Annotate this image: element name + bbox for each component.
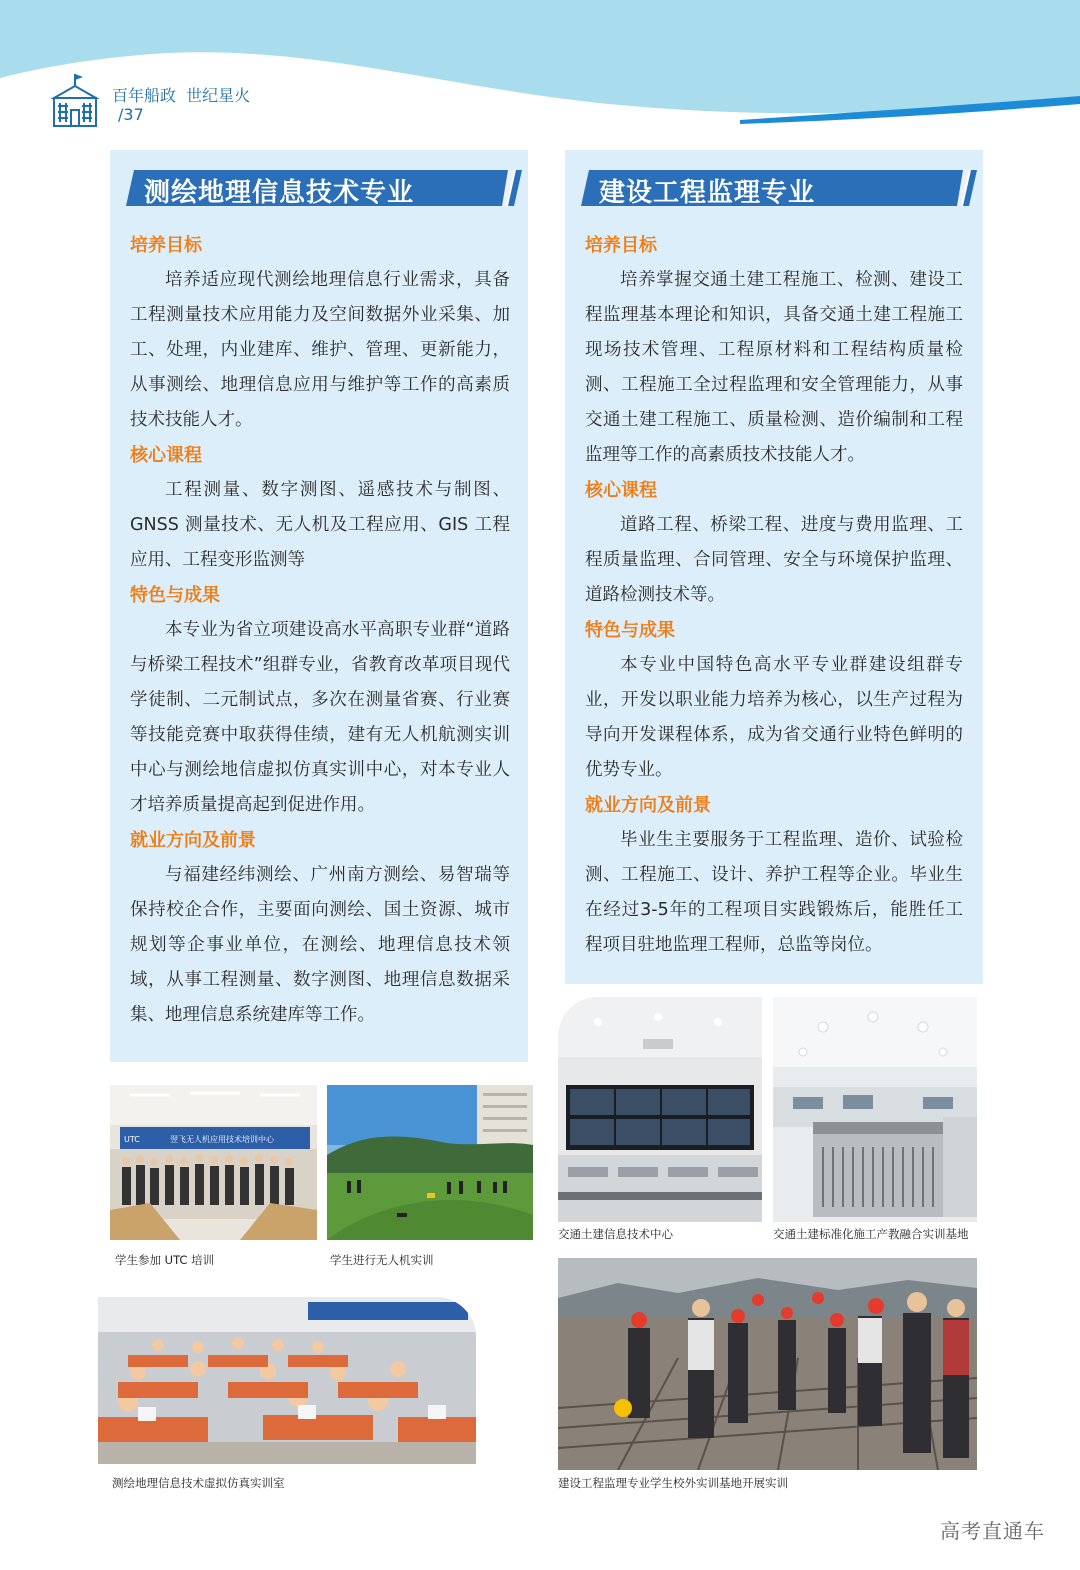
section-title-banner — [122, 168, 512, 208]
caption-standard-base: 交通土建标准化施工产教融合实训基地 — [773, 1227, 969, 1241]
heading-training-goal: 培养目标 — [130, 235, 202, 256]
utc-logo-text: UTC — [124, 1135, 140, 1144]
caption-field-training: 建设工程监理专业学生校外实训基地开展实训 — [558, 1476, 788, 1490]
heading-employment: 就业方向及前景 — [130, 830, 256, 851]
heading-employment: 就业方向及前景 — [585, 795, 711, 816]
photo-virtual-lab — [98, 1297, 476, 1464]
section-title: 建设工程监理专业 — [599, 178, 816, 208]
caption-virtual-lab: 测绘地理信息技术虚拟仿真实训室 — [112, 1476, 285, 1490]
caption-info-center: 交通土建信息技术中心 — [558, 1227, 673, 1241]
heading-core-courses: 核心课程 — [585, 480, 657, 501]
header-wave-decoration — [0, 0, 1080, 140]
section-body — [585, 228, 963, 963]
photo-utc-training — [110, 1085, 317, 1240]
photo-drone-practice — [327, 1085, 533, 1240]
watermark-text: 高考直通车 — [940, 1519, 1045, 1543]
text-training-goal: 培养适应现代测绘地理信息行业需求，具备工程测量技术应用能力及空间数据外业采集、加工、处理，内业建库、维护、管理、更新能力，从事测绘、地理信息应用与维护等工作的高素质技术技能人才。 — [130, 270, 510, 430]
heading-training-goal: 培养目标 — [585, 235, 657, 256]
text-core-courses: 道路工程、桥梁工程、进度与费用监理、工程质量监理、合同管理、安全与环境保护监理、道路检测技术等。 — [585, 515, 963, 605]
heading-core-courses: 核心课程 — [130, 445, 202, 466]
section-title-banner — [577, 168, 967, 208]
text-features: 本专业为省立项建设高水平高职专业群“道路与桥梁工程技术”组群专业，省教育改革项目现代学徒制、二元制试点，多次在测量省赛、行业赛等技能竞赛中取获得佳绩，建有无人机航测实训中心与测绘地信虚拟仿真实训中心，对本专业人才培养质量提高起到促进作用。 — [130, 620, 510, 815]
major-card-surveying — [110, 150, 528, 1062]
caption-utc-training: 学生参加 UTC 培训 — [115, 1253, 215, 1267]
text-employment: 毕业生主要服务于工程监理、造价、试验检测、工程施工、设计、养护工程等企业。毕业生在经过3-5年的工程项目实践锻炼后，能胜任工程项目驻地监理工程师，总监等岗位。 — [585, 830, 963, 955]
photo-info-center — [558, 997, 762, 1222]
caption-drone-practice: 学生进行无人机实训 — [330, 1253, 434, 1267]
photo-field-training — [558, 1258, 977, 1470]
text-features: 本专业中国特色高水平专业群建设组群专业，开发以职业能力培养为核心，以生产过程为导向开发课程体系，成为省交通行业特色鲜明的优势专业。 — [585, 655, 963, 780]
text-core-courses: 工程测量、数字测图、遥感技术与制图、GNSS 测量技术、无人机及工程应用、GIS 工程应用、工程变形监测等 — [130, 480, 510, 570]
text-employment: 与福建经纬测绘、广州南方测绘、易智瑞等保持校企合作，主要面向测绘、国土资源、城市规划等企事业单位，在测绘、地理信息技术领域，从事工程测量、数字测图、地理信息数据采集、地理信息系统建库等工作。 — [130, 865, 510, 1025]
section-title: 测绘地理信息技术专业 — [144, 178, 415, 208]
school-building-icon — [50, 72, 100, 130]
section-body — [130, 228, 510, 1033]
photo-standard-base — [773, 997, 977, 1222]
photo-banner-text: 翌飞无人机应用技术培训中心 — [170, 1135, 274, 1144]
heading-features: 特色与成果 — [585, 620, 675, 641]
major-card-supervision — [565, 150, 983, 984]
brand-title: 百年船政 世纪星火 — [112, 86, 251, 105]
text-training-goal: 培养掌握交通土建工程施工、检测、建设工程监理基本理论和知识，具备交通土建工程施工现场技术管理、工程原材料和工程结构质量检测、工程施工全过程监理和安全管理能力，从事交通土建工程施工、质量检测、造价编制和工程监理等工作的高素质技术技能人才。 — [585, 270, 963, 465]
heading-features: 特色与成果 — [130, 585, 220, 606]
page-number: /37 — [118, 105, 144, 124]
